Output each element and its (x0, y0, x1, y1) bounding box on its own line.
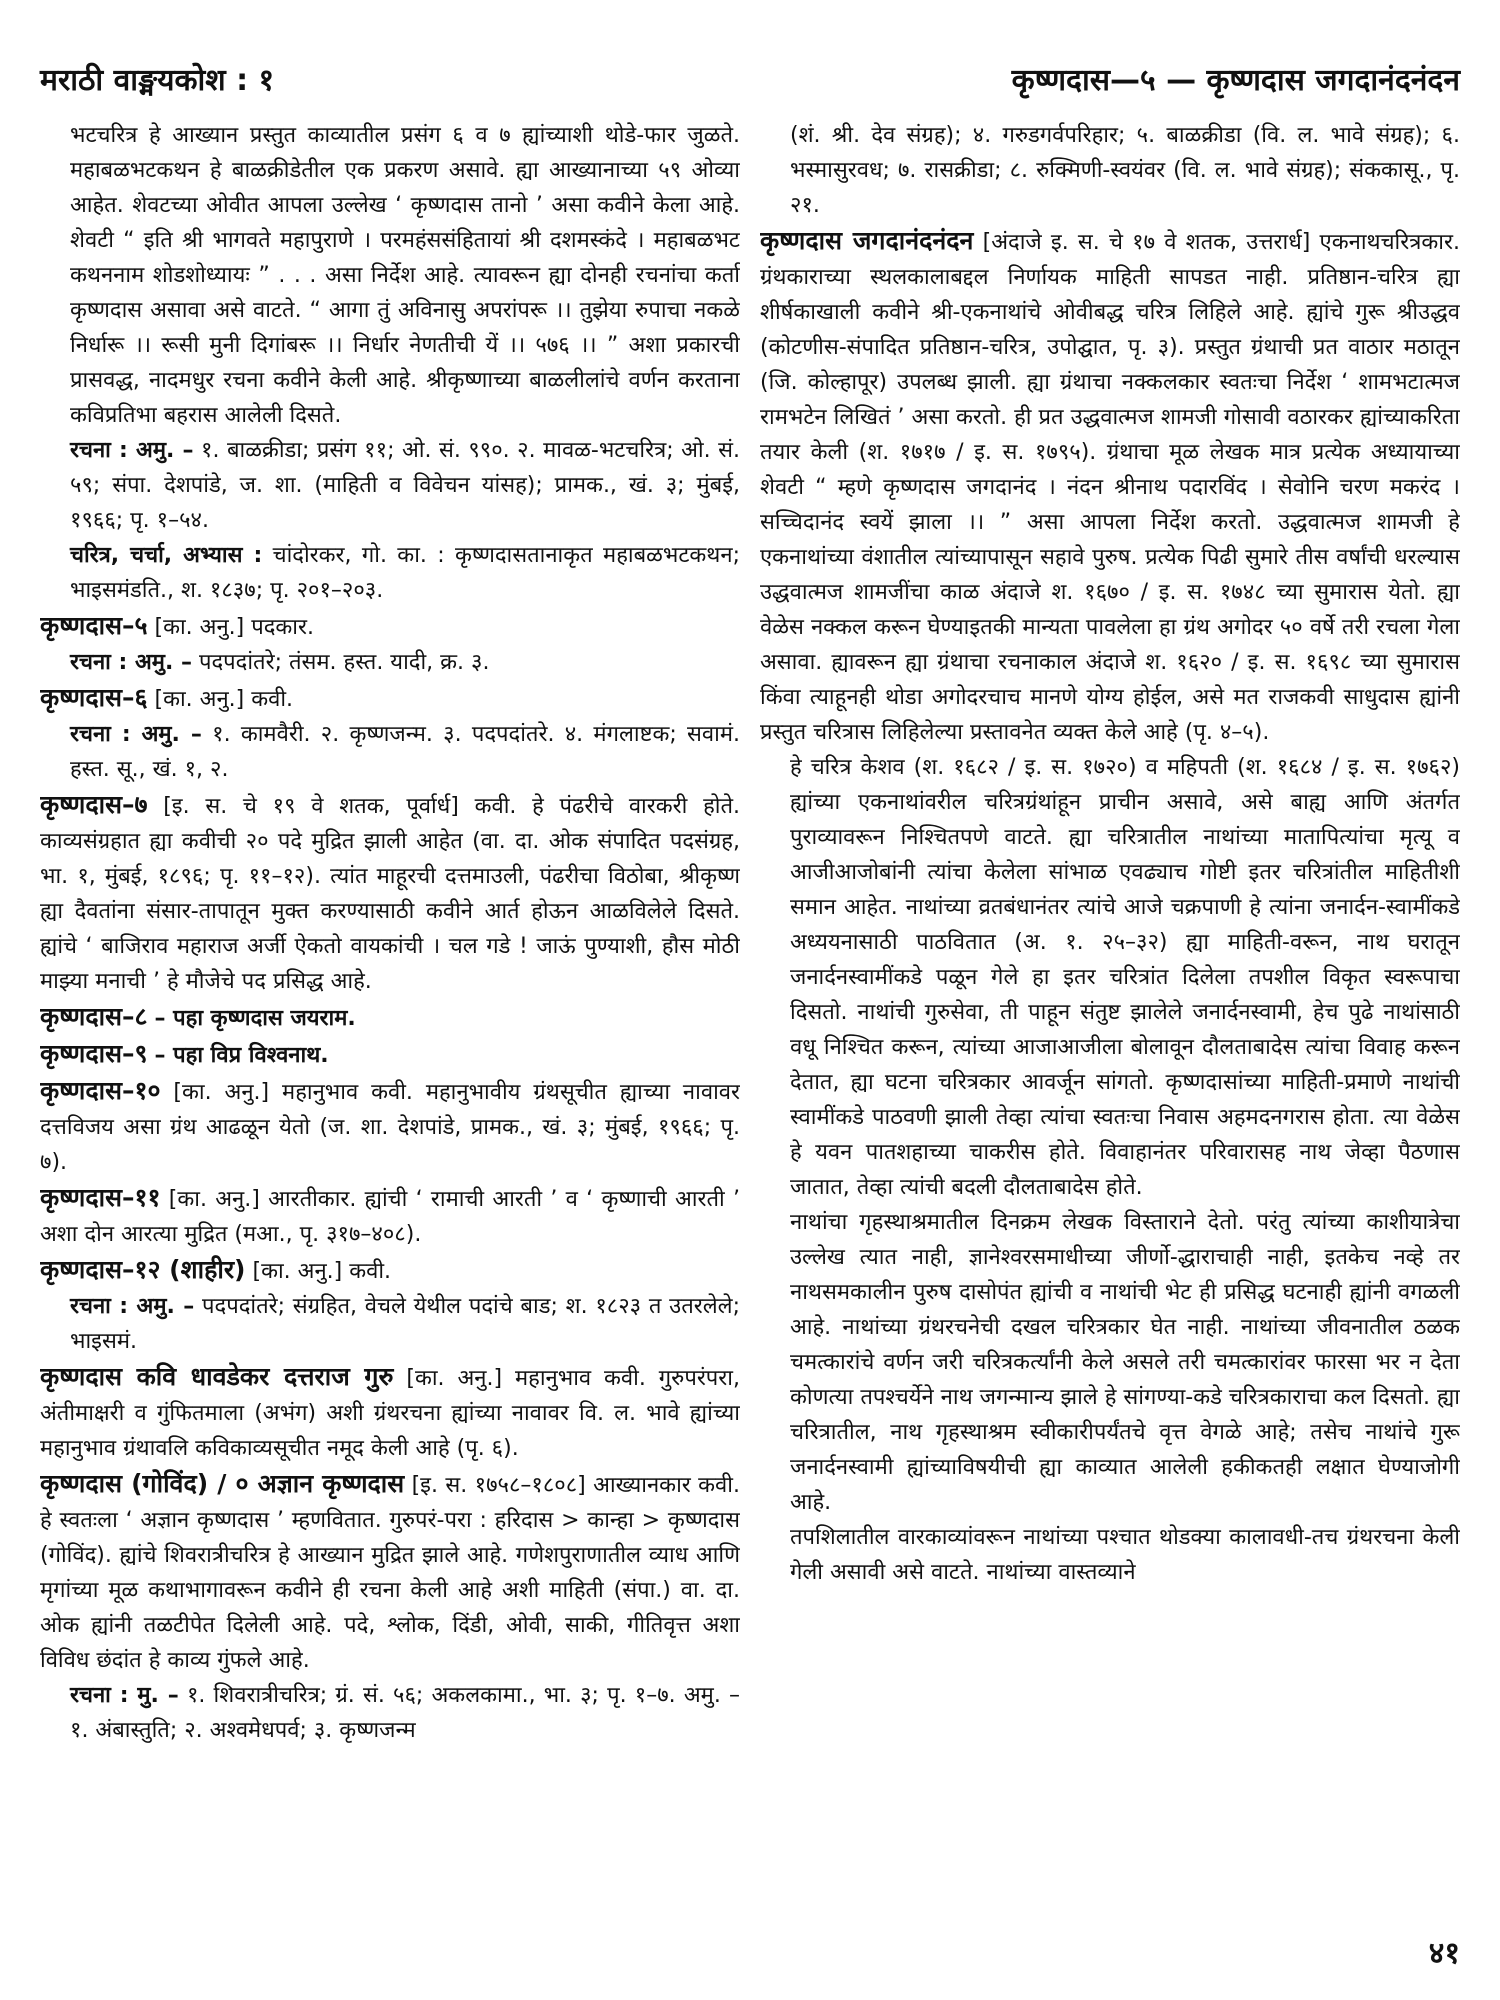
entry-text: [का. अनु.] कवी. (252, 1259, 392, 1284)
entry-krishnadas-dhavadekar (40, 1359, 740, 1466)
page-number: ४१ (1428, 1936, 1460, 1971)
paragraph: (शं. श्री. देव संग्रह); ४. गरुडगर्वपरिहार; ५. बाळक्रीडा (वि. ल. भावे संग्रह); ६. भस्मासुरवध; ७. रासक्रीडा; ८. रुक्मिणी-स्वयंवर (वि. ल. भावे संग्रह); संककासू., पृ. २१. (790, 123, 1460, 218)
entry-headword: कृष्णदास–९ (40, 1039, 148, 1068)
entry-krishnadas-jagadanandanandan (760, 223, 1460, 750)
rachna-block (40, 433, 740, 538)
paragraph: भटचरित्र हे आख्यान प्रस्तुत काव्यातील प्रसंग ६ व ७ ह्यांच्याशी थोडे-फार जुळते. महाबळभटकथन हे बाळक्रीडेतील एक प्रकरण असावे. ह्या आख्यानाच्या ५९ ओव्या आहेत. शेवटच्या ओवीत आपला उल्लेख ‘ कृष्णदास तानो ’ असा कवीने केला आहे. शेवटी “ इति श्री भागवते महापुराणे । परमहंससंहितायां श्री दशमस्कंदे । महाबळभट कथननाम शोडशोध्यायः ” . . . असा निर्देश आहे. त्यावरून ह्या दोनही रचनांचा कर्ता कृष्णदास असावा असे वाटते. “ आगा तुं अविनासु अपरांपरू ।। तुझेया रुपाचा नकळे निर्धारू ।। रूसी मुनी दिगांबरू ।। निर्धार नेणतीची यें ।। ५७६ ।। ” अशा प्रकारची प्रासवद्ध, नादमधुर रचना कवीने केली आहे. श्रीकृष्णाच्या बाळलीलांचे वर्णन करताना कविप्रतिभा बहरास आलेली दिसते. (70, 123, 740, 428)
right-column (760, 118, 1460, 1928)
entry-text: – पहा कृष्णदास जयराम. (154, 1006, 356, 1031)
paragraph: नाथांचा गृहस्थाश्रमातील दिनक्रम लेखक विस्ताराने देतो. परंतु त्यांच्या काशीयात्रेचा उल्लेख त्यात नाही, ज्ञानेश्वरसमाधीच्या जीर्णो-द्धाराचाही नाही, इतकेच नव्हे तर नाथसमकालीन पुरुष दासोपंत ह्यांची व नाथांची भेट ही प्रसिद्ध घटनाही ह्यांनी वगळली आहे. नाथांच्या ग्रंथरचनेची दखल चरित्रकार घेत नाही. नाथांच्या जीवनातील ठळक चमत्कारांचे वर्णन जरी चरित्रकर्त्यांनी केले असले तरी चमत्कारांवर फारसा भर न देता कोणत्या तपश्चर्येने नाथ जगन्मान्य झाले हे सांगण्या-कडे चरित्रकाराचा कल दिसतो. ह्या चरित्रातील, नाथ गृहस्थाश्रम स्वीकारीपर्यंतचे वृत्त वेगळे आहे; तसेच नाथांचे गुरू जनार्दनस्वामी ह्यांच्याविषयीची ह्या काव्यात आलेली हकीकतही लक्षात घेण्याजोगी आहे. (790, 1210, 1460, 1515)
entry-headword: कृष्णदास–६ (40, 683, 148, 712)
entry-krishnadas-9 (40, 1036, 740, 1073)
charitra-label: चरित्र, चर्चा, अभ्यास : (70, 543, 263, 568)
rachna-block (40, 1289, 740, 1359)
entry-text: [का. अनु.] कवी. (154, 687, 294, 712)
running-head-right: कृष्णदास—५ — कृष्णदास जगदानंदनंदन (1011, 63, 1460, 98)
rachna-label: रचना : अमु. – (70, 438, 194, 463)
charitra-text: चांदोरकर, गो. का. : कृष्णदासतानाकृत महाबळभटकथन; भाइसमंडति., श. १८३७; पृ. २०१–२०३. (70, 543, 740, 603)
rachna-label: रचना : अमु. – (70, 1294, 195, 1319)
entry-text: [का. अनु.] महानुभाव कवी. महानुभावीय ग्रंथसूचीत ह्याच्या नावावर दत्तविजय असा ग्रंथ आढळून येतो (ज. शा. देशपांडे, प्रामक., खं. ३; मुंबई, १९६६; पृ. ७). (40, 1080, 740, 1175)
entry-text: [का. अनु.] महानुभाव कवी. गुरुपरंपरा, अंतीमाक्षरी व गुंफितमाला (अभंग) अशी ग्रंथरचना ह्यांच्या नावावर वि. ल. भावे ह्यांच्या महानुभाव ग्रंथावलि कविकाव्यसूचीत नमूद केली आहे (पृ. ६). (40, 1366, 740, 1461)
entry-krishnadas-govind (40, 1466, 740, 1678)
entry-text: – पहा विप्र विश्वनाथ. (154, 1043, 329, 1068)
rachna-text: १. शिवरात्रीचरित्र; ग्रं. सं. ५६; अकलकामा., भा. ३; पृ. १–७. अमु. – १. अंबास्तुति; २. अश्वमेधपर्व; ३. कृष्णजन्म (70, 1683, 740, 1743)
rachna-text: पदपदांतरे; तंसम. हस्त. यादी, क्र. ३. (198, 650, 490, 675)
entry-headword: कृष्णदास–१२ (शाहीर) (40, 1255, 246, 1284)
entry-krishnadas-10 (40, 1073, 740, 1180)
entry-headword: कृष्णदास जगदानंदनंदन (760, 226, 974, 255)
rachna-label: रचना : अमु. – (70, 650, 192, 675)
entry-headword: कृष्णदास–७ (40, 790, 148, 819)
page-header (40, 58, 1460, 110)
entry-krishnadas-8 (40, 999, 740, 1036)
rachna-text: पदपदांतरे; संग्रहित, वेचले येथील पदांचे बाड; श. १८२३ त उतरलेले; भाइसमं. (70, 1294, 740, 1354)
rachna-block (40, 1678, 740, 1748)
running-head-left: मराठी वाङ्मयकोश : १ (40, 63, 275, 98)
entry-text: [का. अनु.] पदकार. (154, 615, 314, 640)
entry-text: [का. अनु.] आरतीकार. ह्यांची ‘ रामाची आरती ’ व ‘ कृष्णाची आरती ’ अशा दोन आरत्या मुद्रित (मआ., पृ. ३१७–४०८). (40, 1187, 740, 1247)
entry-text: [इ. स. १७५८–१८०८] आख्यानकार कवी. हे स्वतःला ‘ अज्ञान कृष्णदास ’ म्हणवितात. गुरुपरं-परा : हरिदास > कान्हा > कृष्णदास (गोविंद). ह्यांचे शिवरात्रीचरित्र हे आख्यान मुद्रित झाले आहे. गणेशपुराणातील व्याध आणि मृगांच्या मूळ कथाभागावरून कवीने ही रचना केली आहे अशी माहिती (संपा.) वा. दा. ओक ह्यांनी तळटीपेत दिलेली आहे. पदे, श्लोक, दिंडी, ओवी, साकी, गीतिवृत्त अशा विविध छंदांत हे काव्य गुंफले आहे. (40, 1473, 740, 1673)
paragraph: हे चरित्र केशव (श. १६८२ / इ. स. १७२०) व महिपती (श. १६८४ / इ. स. १७६२) ह्यांच्या एकनाथांवरील चरित्रग्रंथांहून प्राचीन असावे, असे बाह्य आणि अंतर्गत पुराव्यावरून निश्चितपणे वाटते. ह्या चरित्रातील नाथांच्या मातापित्यांचा मृत्यू व आजीआजोबांनी त्यांचा केलेला सांभाळ एवढ्याच गोष्टी इतर चरित्रांतील माहितीशी समान आहेत. नाथांच्या व्रतबंधानंतर त्यांचे आजे चक्रपाणी हे त्यांना जनार्दन-स्वामींकडे अध्ययनासाठी पाठवितात (अ. १. २५–३२) ह्या माहिती-वरून, नाथ घरातून जनार्दनस्वामींकडे पळून गेले हा इतर चरित्रांत दिलेला तपशील विकृत स्वरूपाचा दिसतो. नाथांची गुरुसेवा, ती पाहून संतुष्ट झालेले जनार्दनस्वामी, हेच पुढे नाथांसाठी वधू निश्चित करून, त्यांच्या आजाआजीला बोलावून दौलताबादेस त्यांचा विवाह करून देतात, ह्या घटना चरित्रकार आवर्जून सांगतो. कृष्णदासांच्या माहिती-प्रमाणे नाथांची स्वामींकडे पाठवणी झाली तेव्हा त्यांचा स्वतःचा निवास अहमदनगरास होता. त्या वेळेस हे यवन पातशहाच्या चाकरीस होते. विवाहानंतर परिवारासह नाथ जेव्हा पैठणास जातात, तेव्हा त्यांची बदली दौलताबादेस होते. (790, 755, 1460, 1200)
entry-krishnadas-12 (40, 1252, 740, 1289)
entry-headword: कृष्णदास–११ (40, 1183, 161, 1212)
entry-headword: कृष्णदास–५ (40, 611, 148, 640)
entry-headword: कृष्णदास–१० (40, 1076, 161, 1105)
entry-krishnadas-11 (40, 1180, 740, 1252)
entry-headword: कृष्णदास कवि धावडेकर दत्तराज गुरु (40, 1362, 394, 1391)
entry-headword: कृष्णदास (गोविंद) / ० अज्ञान कृष्णदास (40, 1469, 405, 1498)
rachna-text: १. बाळक्रीडा; प्रसंग ११; ओ. सं. ९९०. २. मावळ-भटचरित्र; ओ. सं. ५९; संपा. देशपांडे, ज. शा. (माहिती व विवेचन यांसह); प्रामक., खं. ३; मुंबई, १९६६; पृ. १–५४. (70, 438, 740, 533)
entry-date: [अंदाजे इ. स. चे १७ वे शतक, उत्तरार्ध] (982, 230, 1311, 255)
entry-text: एकनाथचरित्रकार. ग्रंथकाराच्या स्थलकालाबद्दल निर्णायक माहिती सापडत नाही. प्रतिष्ठान-चरित्र ह्या शीर्षकाखाली कवीने श्री-एकनाथांचे ओवीबद्ध चरित्र लिहिले आहे. ह्यांचे गुरू श्रीउद्धव (कोटणीस-संपादित प्रतिष्ठान-चरित्र, उपोद्घात, पृ. ३). प्रस्तुत ग्रंथाची प्रत वाठार मठातून (जि. कोल्हापूर) उपलब्ध झाली. ह्या ग्रंथाचा नक्कलकार स्वतःचा निर्देश ‘ शामभटात्मज रामभटेन लिखितं ’ असा करतो. ही प्रत उद्धवात्मज शामजी गोसावी वठारकर ह्यांच्याकरिता तयार केली (श. १७१७ / इ. स. १७९५). ग्रंथाचा मूळ लेखक मात्र प्रत्येक अध्यायाच्या शेवटी “ म्हणे कृष्णदास जगदानंद । नंदन श्रीनाथ पदारविंद । सेवोनि चरण मकरंद । सच्चिदानंद स्वयें झाला ।। ” असा आपला निर्देश करतो. उद्धवात्मज शामजी हे एकनाथांच्या वंशातील त्यांच्यापासून सहावे पुरुष. प्रत्येक पिढी सुमारे तीस वर्षांची धरल्यास उद्धवात्मज शामजींचा काळ अंदाजे श. १६७० / इ. स. १७४८ च्या सुमारास येतो. ह्या वेळेस नक्कल करून घेण्याइतकी मान्यता पावलेला हा ग्रंथ अगोदर ५० वर्षे तरी रचला गेला असावा. ह्यावरून ह्या ग्रंथाचा रचनाकाल अंदाजे श. १६२० / इ. स. १६९८ च्या सुमारास किंवा त्याहूनही थोडा अगोदरचाच मानणे योग्य होईल, असे मत राजकवी साधुदास ह्यांनी प्रस्तुत चरित्रास लिहिलेल्या प्रस्तावनेत व्यक्त केले आहे (पृ. ४–५). (760, 230, 1460, 745)
paragraph: तपशिलातील वारकाव्यांवरून नाथांच्या पश्चात थोडक्या कालावधी-तच ग्रंथरचना केली गेली असावी असे वाटते. नाथांच्या वास्तव्याने (790, 1525, 1460, 1585)
rachna-block (40, 645, 740, 680)
left-column (40, 118, 740, 1928)
rachna-block (40, 717, 740, 787)
rachna-label: रचना : अमु. – (70, 722, 202, 747)
rachna-text: १. कामवैरी. २. कृष्णजन्म. ३. पदपदांतरे. ४. मंगलाष्टक; सवामं. हस्त. सू., खं. १, २. (70, 722, 740, 782)
entry-krishnadas-6 (40, 680, 740, 717)
entry-text: [इ. स. चे १९ वे शतक, पूर्वार्ध] कवी. हे पंढरीचे वारकरी होते. काव्यसंग्रहात ह्या कवीची २० पदे मुद्रित झाली आहेत (वा. दा. ओक संपादित पदसंग्रह, भा. १, मुंबई, १८९६; पृ. ११–१२). त्यांत माहूरची दत्तमाउली, पंढरीचा विठोबा, श्रीकृष्ण ह्या दैवतांना संसार-तापातून मुक्त करण्यासाठी कवीने आर्त होऊन आळविलेले दिसते. ह्यांचे ‘ बाजिराव महाराज अर्जी ऐकतो वायकांची । चल गडे ! जाऊं पुण्याशी, हौस मोठी माझ्या मनाची ’ हे मौजेचे पद प्रसिद्ध आहे. (40, 794, 740, 994)
rachna-label: रचना : मु. – (70, 1683, 179, 1708)
charitra-block (40, 538, 740, 608)
entry-krishnadas-5 (40, 608, 740, 645)
entry-krishnadas-7 (40, 787, 740, 999)
entry-headword: कृष्णदास–८ (40, 1002, 148, 1031)
